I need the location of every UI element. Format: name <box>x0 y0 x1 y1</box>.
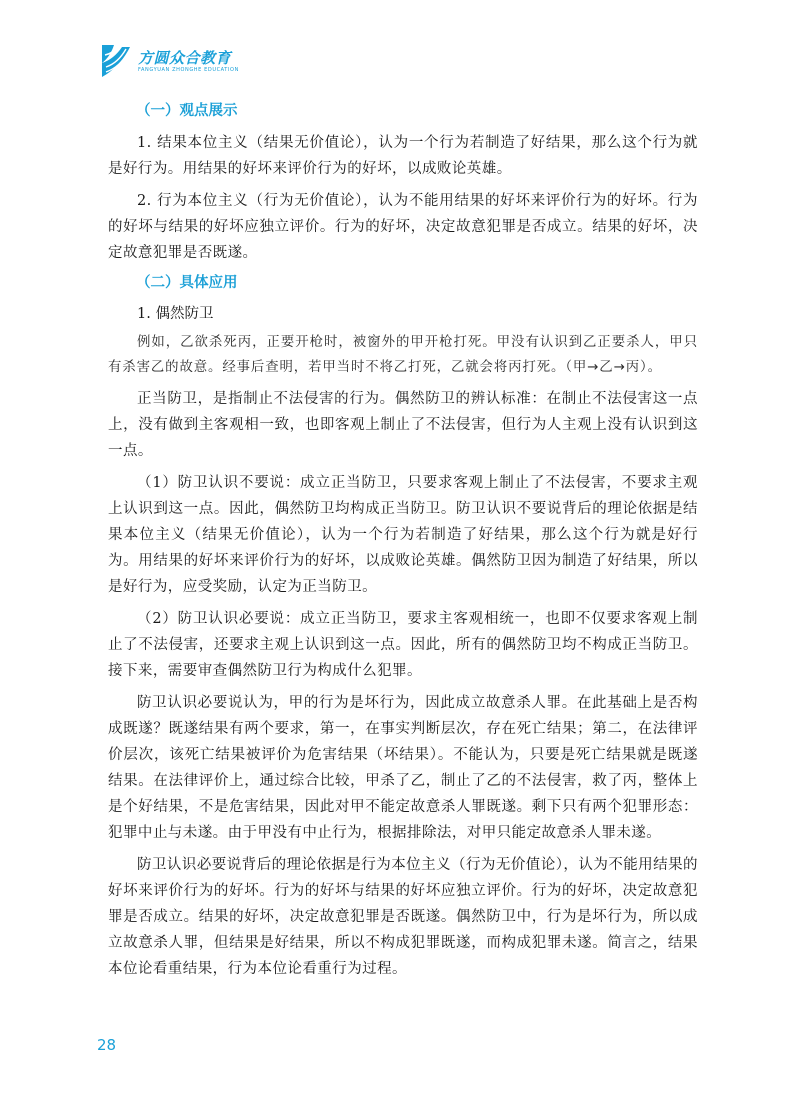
page-content <box>108 100 698 988</box>
body-paragraph-1: 正当防卫，是指制止不法侵害的行为。偶然防卫的辨认标准：在制止不法侵害这一点上，没有做到主客观相一致，也即客观上制止了不法侵害，但行为人主观上没有认识到这一点。 <box>108 391 698 459</box>
body-paragraph-2: （1）防卫认识不要说：成立正当防卫，只要求客观上制止了不法侵害，不要求主观上认识到这一点。因此，偶然防卫均构成正当防卫。防卫认识不要说背后的理论依据是结果本位主义（结果无价值论），认为一个行为若制造了好结果，那么这个行为就是好行为。用结果的好坏来评价行为的好坏，以成败论英雄。偶然防卫因为制造了好结果，所以是好行为，应受奖励，认定为正当防卫。 <box>108 475 698 595</box>
subsection-title: 1. 偶然防卫 <box>137 306 214 322</box>
body-paragraph-3: （2）防卫认识必要说：成立正当防卫，要求主客观相统一，也即不仅要求客观上制止了不法侵害，还要求主观上认识到这一点。因此，所有的偶然防卫均不构成正当防卫。接下来，需要审查偶然防卫行为构成什么犯罪。 <box>108 611 698 679</box>
body-paragraph-4: 防卫认识必要说认为，甲的行为是坏行为，因此成立故意杀人罪。在此基础上是否构成既遂？既遂结果有两个要求，第一，在事实判断层次，存在死亡结果；第二，在法律评价层次，该死亡结果被评价为危害结果（坏结果）。不能认为，只要是死亡结果就是既遂结果。在法律评价上，通过综合比较，甲杀了乙，制止了乙的不法侵害，救了丙，整体上是个好结果，不是危害结果，因此对甲不能定故意杀人罪既遂。剩下只有两个犯罪形态：犯罪中止与未遂。由于甲没有中止行为，根据排除法，对甲只能定故意杀人罪未遂。 <box>108 695 698 841</box>
section-heading-application: （二）具体应用 <box>136 275 238 291</box>
logo-subtitle: FANGYUAN ZHONGHE EDUCATION <box>138 66 239 73</box>
publisher-logo <box>96 36 239 86</box>
body-paragraph-5: 防卫认识必要说背后的理论依据是行为本位主义（行为无价值论），认为不能用结果的好坏来评价行为的好坏。行为的好坏与结果的好坏应独立评价。行为的好坏，决定故意犯罪是否成立。结果的好坏，决定故意犯罪是否既遂。偶然防卫中，行为是坏行为，所以成立故意杀人罪，但结果是好结果，所以不构成犯罪既遂，而构成犯罪未遂。简言之，结果本位论看重结果，行为本位论看重行为过程。 <box>108 857 698 977</box>
wing-logo-icon <box>96 41 134 81</box>
viewpoint-act-based: 2. 行为本位主义（行为无价值论），认为不能用结果的好坏来评价行为的好坏。行为的好坏与结果的好坏应独立评价。行为的好坏，决定故意犯罪是否成立。结果的好坏，决定故意犯罪是否既遂。 <box>108 193 698 261</box>
section-heading-viewpoints: （一）观点展示 <box>136 103 238 119</box>
page-number: 28 <box>97 1036 117 1054</box>
example-paragraph: 例如，乙欲杀死丙，正要开枪时，被窗外的甲开枪打死。甲没有认识到乙正要杀人，甲只有杀害乙的故意。经事后查明，若甲当时不将乙打死，乙就会将丙打死。（甲→乙→丙）。 <box>108 335 698 375</box>
logo-name: 方圆众合教育 <box>138 48 232 67</box>
viewpoint-result-based: 1. 结果本位主义（结果无价值论），认为一个行为若制造了好结果，那么这个行为就是好行为。用结果的好坏来评价行为的好坏，以成败论英雄。 <box>108 135 698 177</box>
logo-text <box>138 49 239 74</box>
